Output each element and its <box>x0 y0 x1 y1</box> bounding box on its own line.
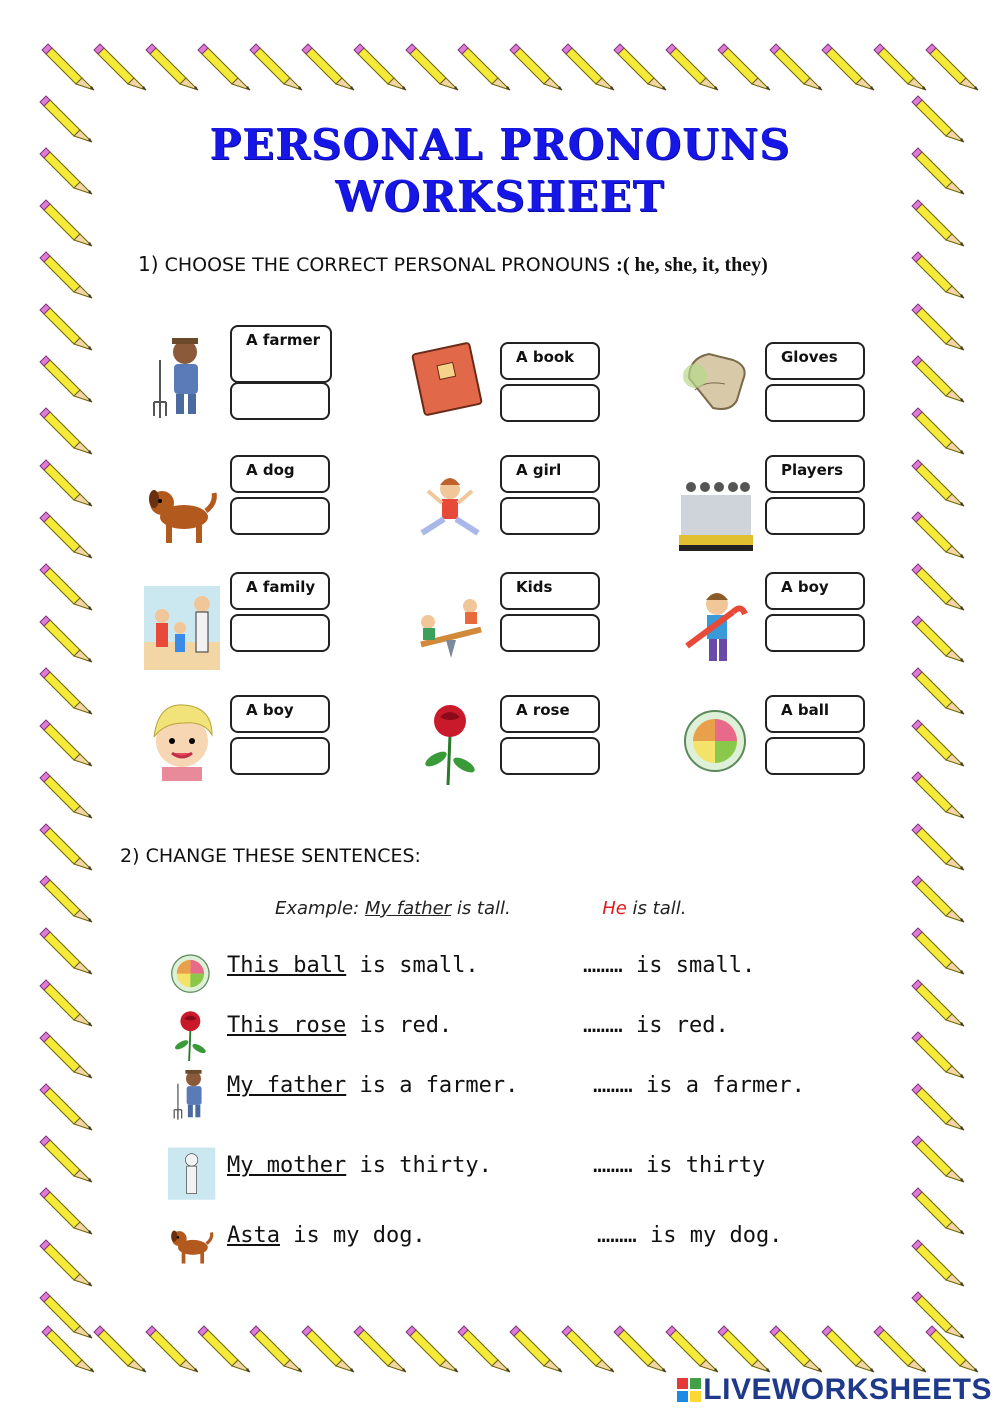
pencil-icon <box>40 824 92 870</box>
pronoun-label: A boy <box>230 695 330 733</box>
liveworksheets-logo <box>677 1373 992 1407</box>
pronoun-card <box>410 695 640 805</box>
sentence-text <box>227 1073 518 1098</box>
pencil-icon <box>146 44 198 90</box>
pencil-icon <box>40 1292 92 1338</box>
pencil-icon <box>40 356 92 402</box>
sentence-text <box>227 1013 452 1038</box>
sentence-answer[interactable]: ……… is small. <box>583 953 756 978</box>
pencil-icon <box>718 44 770 90</box>
pronoun-label: A book <box>500 342 600 380</box>
pronoun-card <box>675 320 905 430</box>
pencil-icon <box>912 356 964 402</box>
pencil-icon <box>40 1188 92 1234</box>
pencil-icon <box>912 876 964 922</box>
sentence-answer[interactable]: ……… is a farmer. <box>593 1073 805 1098</box>
sentence-rest: is a farmer. <box>346 1073 519 1098</box>
pencil-icon <box>250 44 302 90</box>
pencil-icon <box>354 1326 406 1372</box>
pencil-icon <box>666 44 718 90</box>
rose-icon <box>165 1005 217 1061</box>
pencil-icon <box>40 1240 92 1286</box>
sentence-subject: My father <box>227 1073 347 1098</box>
title-line-2: WORKSHEET <box>335 172 665 221</box>
section-2-instruction <box>120 845 421 867</box>
pronoun-label: Players <box>765 455 865 493</box>
pronoun-answer-box[interactable] <box>500 497 600 535</box>
pencil-icon <box>912 1188 964 1234</box>
pronoun-label: Kids <box>500 572 600 610</box>
pencil-icon <box>302 44 354 90</box>
pencil-icon <box>198 1326 250 1372</box>
sentence-row <box>165 1005 865 1065</box>
gloves-icon <box>675 330 757 420</box>
pencil-icon <box>354 44 406 90</box>
sentence-subject: Asta <box>227 1223 280 1248</box>
pronoun-answer-box[interactable] <box>230 614 330 652</box>
pronoun-card <box>675 572 905 682</box>
pencil-icon <box>822 44 874 90</box>
sentence-rest: is my dog. <box>279 1223 426 1248</box>
pencil-icon <box>40 304 92 350</box>
rose-icon <box>410 695 492 785</box>
pencil-icon <box>40 1084 92 1130</box>
section-1-number: 1) <box>138 252 159 276</box>
pronoun-card <box>140 695 370 805</box>
pencil-icon <box>562 44 614 90</box>
pencil-icon <box>40 1136 92 1182</box>
pronoun-label: A girl <box>500 455 600 493</box>
pencil-icon <box>250 1326 302 1372</box>
pencil-icon <box>912 408 964 454</box>
pencil-icon <box>40 876 92 922</box>
pencil-icon <box>40 668 92 714</box>
pencil-icon <box>912 564 964 610</box>
pencil-icon <box>510 44 562 90</box>
pronoun-label: A farmer <box>230 325 332 383</box>
pencil-icon <box>614 1326 666 1372</box>
pronoun-label: A dog <box>230 455 330 493</box>
sentence-text <box>227 1153 492 1178</box>
pencil-icon <box>912 668 964 714</box>
pronoun-card <box>140 320 370 430</box>
pencil-icon <box>912 304 964 350</box>
sentence-row <box>165 1215 865 1275</box>
pencil-icon <box>912 252 964 298</box>
section-2-text: CHANGE THESE SENTENCES: <box>145 845 421 867</box>
pronoun-answer-box[interactable] <box>765 384 865 422</box>
sentence-rest: is thirty. <box>346 1153 492 1178</box>
players-icon <box>675 465 757 555</box>
example-subject: My father <box>364 898 452 919</box>
pronoun-answer-box[interactable] <box>765 614 865 652</box>
pronoun-label: A family <box>230 572 330 610</box>
section-1-options: :( he, she, it, they) <box>616 254 768 276</box>
pronoun-card <box>410 455 640 565</box>
pronoun-label: Gloves <box>765 342 865 380</box>
pencil-icon <box>614 44 666 90</box>
family-icon <box>140 582 222 672</box>
pronoun-answer-box[interactable] <box>500 737 600 775</box>
pencil-icon <box>874 44 926 90</box>
pencil-icon <box>40 564 92 610</box>
kids-icon <box>410 582 492 672</box>
section-2-number: 2) <box>120 845 140 867</box>
boy-icon <box>675 582 757 672</box>
pencil-icon <box>42 1326 94 1372</box>
pronoun-label: A boy <box>765 572 865 610</box>
pronoun-answer-box[interactable] <box>230 382 330 420</box>
pencil-icon <box>926 44 978 90</box>
section-1-text: CHOOSE THE CORRECT PERSONAL PRONOUNS <box>164 254 611 276</box>
pronoun-answer-box[interactable] <box>765 737 865 775</box>
mother-icon <box>165 1145 217 1201</box>
girl-icon <box>410 465 492 555</box>
sentence-subject: My mother <box>227 1153 347 1178</box>
book-icon <box>410 330 492 420</box>
pencil-icon <box>40 252 92 298</box>
sentence-rest: is red. <box>346 1013 453 1038</box>
example-pronoun: He <box>602 898 627 919</box>
pencil-icon <box>912 824 964 870</box>
example-rest: is tall. <box>451 898 511 919</box>
pencil-icon <box>666 1326 718 1372</box>
pronoun-answer-box[interactable] <box>230 497 330 535</box>
pencil-icon <box>718 1326 770 1372</box>
pencil-icon <box>912 616 964 662</box>
pencil-icon <box>912 1292 964 1338</box>
pencil-icon <box>912 928 964 974</box>
pencil-icon <box>458 44 510 90</box>
pencil-icon <box>912 980 964 1026</box>
sentence-row <box>165 1145 865 1205</box>
boy-face-icon <box>140 695 222 785</box>
pencil-icon <box>42 44 94 90</box>
logo-mark-icon <box>677 1378 701 1402</box>
pencil-icon <box>40 616 92 662</box>
pencil-icon <box>912 460 964 506</box>
pencil-icon <box>406 1326 458 1372</box>
ball-icon <box>675 695 757 785</box>
pencil-icon <box>94 44 146 90</box>
pencil-icon <box>406 44 458 90</box>
section-1-instruction <box>138 252 768 277</box>
sentence-text <box>227 953 479 978</box>
pencil-icon <box>40 460 92 506</box>
pronoun-card <box>410 572 640 682</box>
pronoun-card <box>140 572 370 682</box>
pencil-icon <box>912 1136 964 1182</box>
pencil-icon <box>874 1326 926 1372</box>
sentence-text <box>227 1223 426 1248</box>
title-line-1: PERSONAL PRONOUNS <box>209 120 791 169</box>
pencil-icon <box>770 44 822 90</box>
pronoun-card <box>675 695 905 805</box>
pronoun-card <box>140 455 370 565</box>
sentence-row <box>165 945 865 1005</box>
pencil-icon <box>912 1084 964 1130</box>
pronoun-answer-box[interactable] <box>230 737 330 775</box>
pencil-icon <box>40 408 92 454</box>
pencil-icon <box>198 44 250 90</box>
pencil-icon <box>40 980 92 1026</box>
pencil-icon <box>912 720 964 766</box>
pronoun-label: A ball <box>765 695 865 733</box>
pencil-icon <box>770 1326 822 1372</box>
pronoun-card <box>675 455 905 565</box>
pencil-icon <box>40 772 92 818</box>
ball-icon <box>165 945 217 1001</box>
pencil-icon <box>912 772 964 818</box>
sentence-rest: is small. <box>346 953 479 978</box>
sentence-subject: This rose <box>227 1013 347 1038</box>
pencil-icon <box>912 1032 964 1078</box>
pencil-icon <box>510 1326 562 1372</box>
example-sentence <box>275 898 686 919</box>
sentence-answer[interactable]: ……… is red. <box>583 1013 729 1038</box>
pronoun-answer-box[interactable] <box>765 497 865 535</box>
pronoun-answer-box[interactable] <box>500 614 600 652</box>
pencil-icon <box>40 512 92 558</box>
pencil-icon <box>458 1326 510 1372</box>
pencil-icon <box>912 1240 964 1286</box>
dog-icon <box>140 465 222 555</box>
pencil-icon <box>146 1326 198 1372</box>
pencil-icon <box>822 1326 874 1372</box>
pencil-icon <box>302 1326 354 1372</box>
pencil-icon <box>912 512 964 558</box>
logo-text: LIVEWORKSHEETS <box>703 1373 992 1406</box>
sentence-subject: This ball <box>227 953 347 978</box>
farmer-icon <box>165 1065 217 1121</box>
example-prefix: Example: <box>275 898 365 919</box>
pencil-icon <box>40 720 92 766</box>
pencil-icon <box>94 1326 146 1372</box>
pencil-icon <box>926 1326 978 1372</box>
pencil-icon <box>40 928 92 974</box>
pronoun-card <box>410 320 640 430</box>
sentence-row <box>165 1065 865 1125</box>
example-pronoun-rest: is tall. <box>626 898 687 919</box>
sentence-answer[interactable]: ……… is thirty <box>593 1153 766 1178</box>
pronoun-answer-box[interactable] <box>500 384 600 422</box>
pronoun-label: A rose <box>500 695 600 733</box>
sentence-answer[interactable]: ……… is my dog. <box>597 1223 783 1248</box>
pencil-icon <box>40 1032 92 1078</box>
dog-icon <box>165 1215 217 1271</box>
farmer-icon <box>140 330 222 420</box>
pencil-icon <box>562 1326 614 1372</box>
